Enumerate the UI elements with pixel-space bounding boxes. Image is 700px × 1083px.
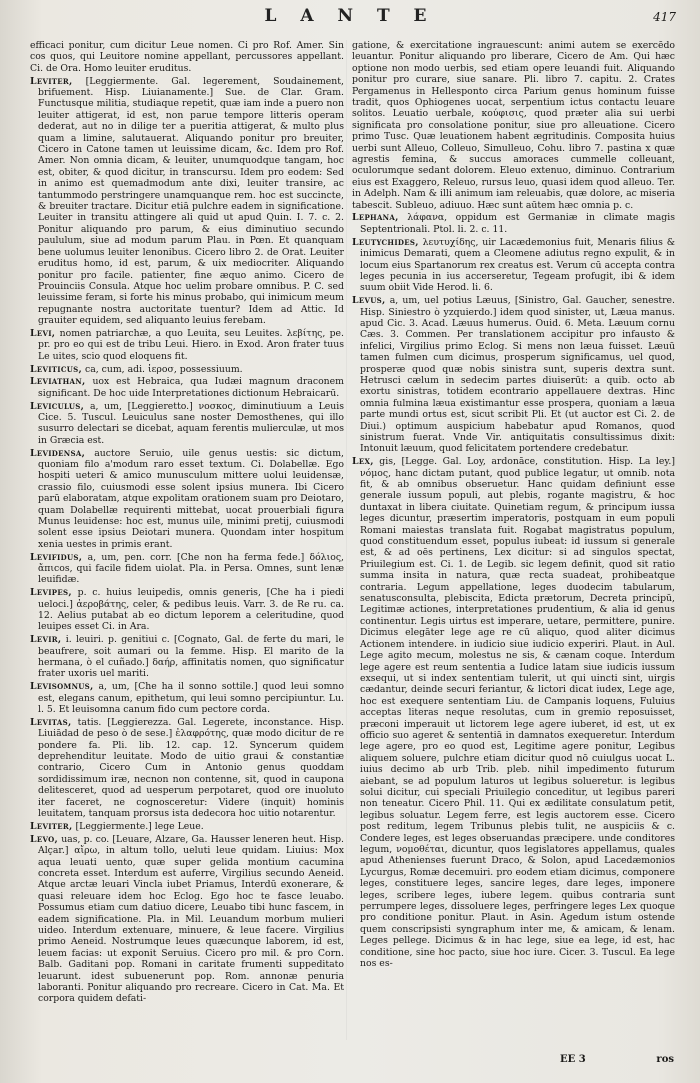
entry-text: [Leggiermente.] lege Leue.	[75, 820, 204, 832]
entry-text: a, um, [Che ha il sonno sottile.] quod leui somno est, elegans canum, epithetum, qui leui somno percipiuntur. Lu. l. 5. Et leuisomna canum fido cum pectore corda.	[38, 681, 344, 716]
entry-text: p. c. huius leuipedis, omnis generis, [Che ha i piedi ueloci.] ἀεροβάτης, celer, & pedibus leuis. Varr. 3. de Re ru. ca. 12. Aelius putabat ab eo dictum leporem a celeritudine, quod leuipes esset Ci. in Ara.	[38, 587, 344, 633]
page-header	[0, 4, 700, 28]
entry-text: uox est Hebraica, qua Iudæi magnum draconem significant. De hoc uide Interpretationes dictionum Hebraicarū.	[38, 376, 344, 399]
entry-text: a, um, [Leggieretto.] νοσκος, diminutiuum a Leuis Cice. 5. Tuscul. Leuiculus sane noster Demosthenes, qui illo susurro delectari se dicebat, aquam ferentis mulierculæ, ut mos in Græcia est.	[38, 400, 344, 446]
running-head: L A N T E	[264, 6, 436, 26]
entry-text: uas, p. co. [Leuare, Alzare, Ga. Hausser leneren heut. Hisp. Alçar.] αἴρω, in altum tollo, ueluti leue quidam. Liuius: Mox aqua leuati uento, quæ super gelida montium cacumina concreta esset. Interdum est auferre, Virgilius secundo Aeneid. Atque arctæ leuari Vincla iubet Priamus, Interdū exonerare, & quasi releuare idem hoc Eclog. Ego hoc te fasce leuabo. Possumus etiam cum datiuo dicere, Leuabo tibi hunc fascem, in eadem significatione. Pla. in Mil. Leuandum morbum mulieri uideo. Interdum extenuare, minuere, & leue facere. Virgilius primo Aeneid. Nostrumque leues quæcunque laborem, id est, leuem facias: ut exponit Seruius. Cicero pro mil. & pro Corn. Balb. Gaditani pop. Romani in caritate frumenti suppeditato leuarunt. idest subuenerunt pop. Rom. annonæ penuria laboranti. Ponitur aliquando pro recreare. Cicero in Cat. Ma. Et corpora quidem defati-	[38, 833, 344, 1005]
dictionary-entry	[30, 681, 344, 715]
entry-text: gis, [Legge. Gal. Loy, ardonāce, constitution. Hisp. La ley.] νόμος, hanc dictam putant, quod publice legatur, ut omnib. nota fit, & ab omnibus obseruetur. Hanc quidam definiunt esse generale iussum populi, aut plebis, rogante magistru, & hoc duntaxat in libera ciuitate. Quinetiam regum, & principum iussa leges dicuntur, præsertim imperatoris, postquam in eum populi Romani maiestas translata fuit. Rogabat magistratus populum, quod constituendum esset, populus iubeat: id iussum si generale est, & ad oēs pertinens, Lex dicitur: si ad singulos spectat, Priuilegium est. Ci. 1. de Legib. sic legem definit, quod sit ratio summa insita in natura, quæ recta suadeat, prohibeatque contraria. Legum appellatione, leges duodecim tabularum, senatusconsulta, plebiscita, Edicta prætorum, Decreta principū, Legitimæ actiones, interpretationes prudentium, & alia id genus continentur. Legis uirtus est imperare, uetare, permittere, punire. Dicimus elegāter lege age re cū aliquo, quod aliter dicimus Actionem intendere. in iudicio siue iudicio experiri. Plaut. in Aul. Lege agito mecum, molestus ne sis, & cænam coque. Interdum lege agere est reum sententia a Iudice latam siue iudicis iussum exsequi, ut si index sententiam tulerit, ut qui uincti sint, uirgis cædantur, deinde securi feriantur, & lictori dicat iudex, Lege age, hoc est exequere sententiam Liu. de Campanis loquens, Fuluius acceptas literas neque resolutas, cum in gremio reposuisset, præconi imperauit ut lictorem lege agere iuberet, id est, ut ex officio suo ageret & sententiā in damnatos exequeretur. Interdum lege agere, pro eo quod est, Legitime agere ponitur, Legibus aliquem soluere, pulchre etiam dicitur quod nō cuiulgus uocat L. iuius decimo ab urb Trib. pleb. nihil impedimento futurum aiebant, se ad populum laturos ut legibus solueretur. is legibus solui dicitur, cui speciali Priuilegio conceditur, ut legibus pareri non teneatur. Cicero Phil. 11. Qui ex ædilitate consulatum petit, legibus soluatur. Legem ferre, est legis auctorem esse. Cicero post reditum, legem Tribunus plebis tulit, ne auspiciis & c. Condere leges, est leges obseruandas præcipere. unde conditores legum, νομοθέται, dicuntur, quos legislatores appellamus, quales apud Athenienses fuerunt Draco, & Solon, apud Lacedæmonios Lycurgus, Romæ decemuiri. pro eodem etiam dicimus, componere leges, constituere leges, sancire leges, dare leges, imponere leges, scribere leges, iubere legem. quibus contraria sunt perrumpere leges, dissoluere leges, perfringere leges Lex quoque pro conditione ponitur. Plaut. in Asin. Agedum istum ostende quem conscripsisti syngraphum inter me, & amicam, & lenam. Leges pellege. Dicimus & in hac lege, siue ea lege, id est, hac conditione, sine hoc pacto, siue hoc iure. Cicer. 3. Tuscul. Ea lege nos es-	[360, 456, 675, 970]
entry-headword: Levo,	[30, 833, 59, 845]
entry-headword: Leviter,	[30, 75, 73, 87]
dictionary-entry	[30, 76, 344, 327]
entry-text: efficaci ponitur, cum dicitur Leue nomen. Ci pro Rof. Amer. Sin cos quos, qui Leuitore nomine appellant, percussores appellant. Ci. de Ora. Homo leuiter eruditus.	[30, 40, 344, 74]
dictionary-entry	[30, 328, 344, 362]
entry-headword: Levi,	[30, 327, 56, 339]
dictionary-entry	[352, 212, 675, 235]
dictionary-entry	[30, 821, 344, 832]
entry-text: tatis. [Leggierezza. Gal. Legerete, inconstance. Hisp. Liuiādad de peso ò de sese.] ἐλαφρότης, quæ modo dicitur de re pondere fa. Pli. lib. 12. cap. 12. Syncerum quidem deprehenditur leuitate. Modo de uitio graui & constantiæ contrario, Cicero Cum in Antonio genus quoddam sordidissimum iræ, necnon non contenne, sit, quod in caupona delitesceret, quod ad uesperum perpotaret, quod ore inuoluto iter faceret, ne cognosceretur: Videre (inquit) hominis leuitatem, tanquam prorsus ista dedecora hoc uitio notarentur.	[38, 716, 344, 820]
entry-headword: Levitas,	[30, 716, 72, 728]
dictionary-entry	[30, 552, 344, 586]
entry-headword: Leviathan,	[30, 376, 86, 388]
entry-headword: Leviter,	[30, 820, 73, 832]
entry-text: a, um, uel potius Læuus, [Sinistro, Gal. Gaucher, senestre. Hisp. Siniestro ò yzquierdo.] idem quod sinister, ut, Læua manus. apud Cic. 3. Acad. Læuus humerus. Ouid. 6. Meta. Læuum cornu Cæs. 3. Commen. Per translationem accipitur pro infausto & infelici, Virgilius primo Eclog. Si mens non læua fuisset. Læuū tamen fulmen cum dicimus, prosperum significamus, uel quod, prosperæ quod quæ nobis sinistra sunt, superis dextra sunt. Hetrusci cælum in sedecim partes diuiserūt: a quib. octo ab exortu sinistras, totidem econtrario appellauere dextras. Hinc omnia fulmina læua existimantur esse prospera, quoniam a læua parte mundi ortus est, sicut scribit Pli. Et (ut auctor est Ci. 2. de Diui.) optimum auspicium habebatur apud Romanos, quod sinistrum fuerat. Vnde Vir. antiquitatis consultissimus dixit: Intonuit læuum, quod felicitatem portendere credebatur.	[360, 295, 675, 455]
dictionary-entry	[30, 40, 344, 74]
entry-headword: Leviticus,	[30, 363, 83, 375]
entry-headword: Levidensa,	[30, 447, 86, 459]
page-number: 417	[653, 10, 676, 24]
entry-headword: Leviculus,	[30, 400, 85, 412]
entry-headword: Levir,	[30, 634, 62, 646]
dictionary-entry	[352, 295, 675, 455]
dictionary-entry	[352, 40, 675, 211]
entry-headword: Leutychides,	[352, 236, 419, 248]
entry-text: λευτυχίδης, uir Lacædemonius fuit, Menaris filius & inimicus Demarati, quem a Cleomene adiutus regno expulit, & in locum eius Spartanorum rex creatus est. Verum cū accepta contra leges pecunia in ius accerseretur, Tegeam profugit, ibi & idem suum obiit Vide Herod. li. 6.	[360, 236, 675, 294]
entry-text: i. leuiri. p. genitiui c. [Cognato, Gal. de ferte du mari, le beaufrere, soit aumari ou la femme. Hisp. El marito de la hermana, ò el cuñado.] δαήρ, affinitatis nomen, quo significatur frater uxoris uel mariti.	[38, 634, 344, 680]
entry-headword: Lex,	[352, 456, 374, 468]
dictionary-entry	[352, 456, 675, 969]
entry-text: ca, cum, adi. ἱεροσ, possessiuum.	[85, 363, 243, 375]
dictionary-entry	[30, 717, 344, 820]
dictionary-entry	[30, 364, 344, 375]
entry-headword: Levifidus,	[30, 551, 83, 563]
entry-text: auctore Seruio, uile genus uestis: sic dictum, quoniam filo a'modum raro esset textum. Ci. Dolabellæ. Ego hospiti ueteri & amico munusculum mittere uolui leuidensæ, crassio filo, cuiusmodi esse solent ipsius munera. Ibi Cicero parū elaboratam, atque expolitam orationem suam pro Deiotaro, quam Dolabellæ requirenti mittebat, uocat prouerbiali figura Munus leuidense: hoc est, munus uile, minimi pretij, cuiusmodi solent esse ipsius Deiotari munera. Quondam inter hospitum xenia uestes in primis erant.	[38, 447, 344, 550]
dictionary-entry	[352, 237, 675, 294]
entry-text: a, um, pen. corr. [Che non ha ferma fede.] δόλιος, ἄπιcos, qui facile fidem uiolat. Pla. in Persa. Omnes, sunt lenæ leuifidæ.	[38, 551, 344, 586]
dictionary-entry	[30, 834, 344, 1005]
column-gutter	[346, 40, 347, 1040]
right-column	[352, 40, 675, 971]
entry-headword: Levisomnus,	[30, 681, 94, 693]
entry-text: nomen patriarchæ, a quo Leuita, seu Leuites. λεβίτης, pe. pr. pro eo qui est de tribu Leui. Hiero. in Exod. Aron frater tuus Le uites, scio quod eloquens fit.	[38, 327, 344, 362]
entry-headword: Levipes,	[30, 587, 72, 599]
entry-headword: Lephana,	[352, 212, 399, 224]
dictionary-entry	[30, 376, 344, 399]
entry-text: gatione, & exercitatione ingrauescunt: animi autem se exercēdo leuantur. Ponitur aliquando pro liberare, Cicero de Am. Qui hæc optione non modo uerbis, sed etiam opere leuandi fuit. Aliquando ponitur pro curare, siue sanare. Pli. libro 7. capitu. 2. Crates Pergamenus in Hellesponto circa Parium genus hominum fuisse tradit, quos Ophiogenes uocat, serpentium ictus contactu leuare solitos. Leuatio uerbale, κούφισις, quod præter alia sui uerbi significata pro consolatione ponitur, siue pro alleuatione. Cicero primo Tusc. Quæ leuationem habent ægritudinis. Composita huius uerbi sunt Alleuo, Colleuo, Simulleuo, Cohu. libro 7. pastina x quæ agrestis femina, & succus amoraces cummelle colleuant, oculorumque sedant dolorem. Eleuo extenuo, diminuo. Contrarium eius est Exaggero, Releuo, rursus leuo, quasi idem quod alleuo. Ter. in Adelph. Nam & illi animum iam releuabis, quæ dolore, ac miseria tabescit. Subleuo, adiuuo. Hæc sunt aūtem hæc omnia p. c.	[352, 40, 675, 211]
dictionary-entry	[30, 448, 344, 551]
dictionary-entry	[30, 401, 344, 447]
signature-mark: EE 3	[560, 1054, 586, 1065]
entry-headword: Levus,	[352, 295, 386, 307]
dictionary-entry	[30, 634, 344, 680]
catchword: ros	[656, 1054, 674, 1065]
entry-text: λάφανα, oppidum est Germaniæ in climate magis Septentrionali. Ptol. li. 2. c. 11.	[360, 212, 675, 235]
dictionary-entry	[30, 587, 344, 633]
entry-text: [Leggiermente. Gal. legerement, Soudainement, brifuement. Hisp. Liuianamente.] Sue. de Clar. Gram. Functusque militia, studiaque repetit, quæ iam inde a puero non leuiter attigerat, id est, non parue tempore litteris operam dederat, aut no in dilige ter a pueritia attigerat, & multo plus quam a limine, salutauerat. Aliquando ponitur pro breuiter, Cicero in Catone tamen ut leuissime dicam, &c. Idem pro Rof. Amer. Non omnia dicam, & leuiter, unumquodque tangam, hoc est, obiter, & quod dicitur, in transcursu. Idem pro eodem: Sed in animo est quemadmodum ante dixi, leuiter transire, ac tantummodo perstringere unamquanque rem. hoc est succincte, & breuiter tractare. Dicitur etiā pulchre eadem in significatione. Leuiter in transitu attingere ali quid ut apud Quin. I. 7. c. 2. Ponitur aliquando pro parum, & eius diminutiuo secundo paululum, siue ad modum parum Plau. in Pœn. Et quanquam bene uolumus leuiter lenonibus. Cicero libro 2. de Orat. Leuiter eruditus homo, id est, parum, & uix mediocriter. Aliquando ponitur pro facile. patienter, fine æquo animo. Cicero de Prouinciis Consula. Atque hoc uelim probare omnibus. P. C. sed leuissime feram, si forte his minus probabo, qui inimicum meum repugnante nostra auctoritate tuentur? Idem ad Attic. Id grauiter equidem, sed aliquanto leuius ferebam.	[38, 75, 344, 327]
left-column	[30, 40, 344, 1006]
